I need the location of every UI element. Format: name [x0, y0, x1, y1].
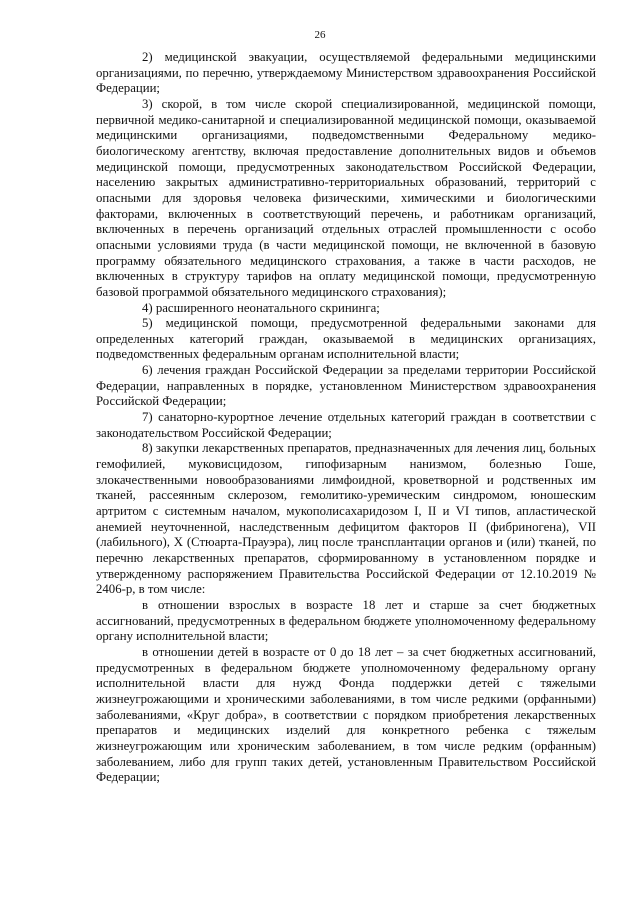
- paragraph-adults: в отношении взрослых в возрасте 18 лет и старше за счет бюджетных ассигнований, предусмотренных в федеральном бюджете уполномоченному федеральному органу исполнительной власти;: [96, 597, 596, 644]
- paragraph-item-8: 8) закупки лекарственных препаратов, предназначенных для лечения лиц, больных гемофилией, муковисцидозом, гипофизарным нанизмом, болезнью Гоше, злокачественными новообразованиями лимфоидной, кроветворной и родственных им тканей, рассеянным склерозом, гемолитико-уремическим синдромом, юношеским артритом с системным началом, мукополисахаридозом I, II и VI типов, апластической анемией неуточненной, наследственным дефицитом факторов II (фибриногена), VII (лабильного), X (Стюарта-Прауэра), лиц после трансплантации органов и (или) тканей, по перечню лекарственных препаратов, сформированному в установленном порядке и утвержденному распоряжением Правительства Российской Федерации от 12.10.2019 № 2406-р, в том числе:: [96, 441, 596, 597]
- page-number: 26: [314, 29, 326, 41]
- paragraph-children: в отношении детей в возрасте от 0 до 18 лет – за счет бюджетных ассигнований, предусмотренных в федеральном бюджете уполномоченному федеральному органу исполнительной власти для нужд Фонда поддержки детей с тяжелыми жизнеугрожающими и хроническими заболеваниями, в том числе редкими (орфанными) заболеваниями, «Круг добра», в соответствии с порядком приобретения лекарственных препаратов и медицинских изделий для конкретного ребенка с тяжелым жизнеугрожающим или хроническим заболеванием, в том числе редким (орфанным) заболеванием, либо для групп таких детей, установленным Правительством Российской Федерации;: [96, 644, 596, 785]
- paragraph-item-3: 3) скорой, в том числе скорой специализированной, медицинской помощи, первичной медико-санитарной и специализированной медицинской помощи, оказываемой медицинскими организациями, подведомственными Федеральному медико-биологическому агентству, включая предоставление дополнительных видов и объемов медицинской помощи, предусмотренных законодательством Российской Федерации, населению закрытых административно-территориальных образований, территорий с опасными для здоровья человека физическими, химическими и биологическими факторами, включенных в соответствующий перечень, и работникам организаций, включенных в перечень организаций отдельных отраслей промышленности с особо опасными условиями труда (в части медицинской помощи, не включенной в базовую программу обязательного медицинского страхования, а также в части расходов, не включенных в структуру тарифов на оплату медицинской помощи, предусмотренную базовой программой обязательного медицинского страхования);: [96, 96, 596, 299]
- paragraph-item-6: 6) лечения граждан Российской Федерации за пределами территории Российской Федерации, направленных в порядке, установленном Министерством здравоохранения Российской Федерации;: [96, 363, 596, 409]
- paragraph-item-2: 2) медицинской эвакуации, осуществляемой федеральными медицинскими организациями, по перечню, утверждаемому Министерством здравоохранения Российской Федерации;: [96, 50, 596, 96]
- paragraph-item-4: 4) расширенного неонатального скрининга;: [142, 300, 380, 315]
- paragraph-item-7: 7) санаторно-курортное лечение отдельных категорий граждан в соответствии с законодательством Российской Федерации;: [96, 410, 596, 440]
- document-body: [96, 50, 596, 786]
- paragraph-item-5: 5) медицинской помощи, предусмотренной федеральными законами для определенных категорий граждан, оказываемой в медицинских организациях, подведомственных федеральным органам исполнительной власти;: [96, 316, 596, 362]
